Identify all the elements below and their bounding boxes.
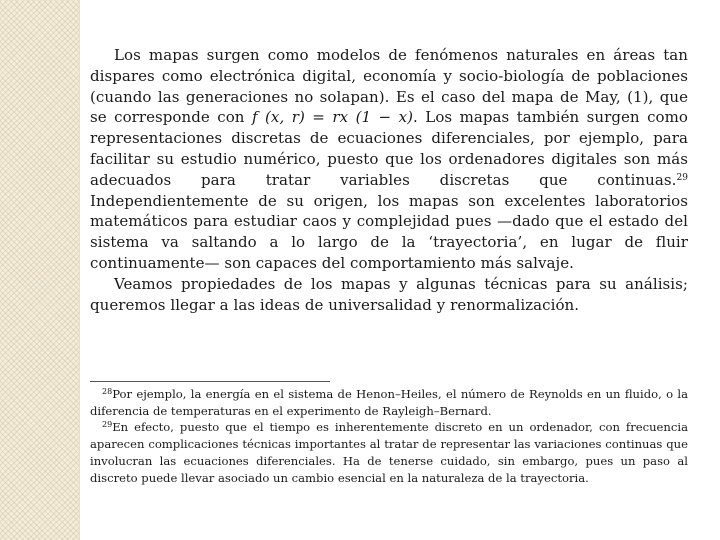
paragraph-1-text-after-formula: . Los mapas también surgen como representaciones discretas de ecuaciones diferenciales, por ejemplo, para facilitar su estudio numérico, puesto que los ordenadores digitales son más adecuados para tratar variables discretas que continuas. (90, 108, 688, 189)
side-divider (79, 0, 80, 540)
footnote-29-text: En efecto, puesto que el tiempo es inherentemente discreto en un ordenador, con frecuencia aparecen complicaciones técnicas importantes al tratar de representar las variaciones continuas que involucran las ecuaciones diferenciales. Ha de tenerse cuidado, sin embargo, pues un paso al discreto puede llevar asociado un cambio esencial en la naturaleza de la trayectoria. (90, 420, 688, 485)
document-body (90, 45, 688, 315)
paragraph-1-text-after-footnote: Independientemente de su origen, los mapas son excelentes laboratorios matemáticos para estudiar caos y complejidad pues —dado que el estado del sistema va saltando a lo largo de la ‘trayectoria’, en lugar de fluir continuamente— son capaces del comportamiento más salvaje. (90, 191, 688, 272)
paragraph-properties: Veamos propiedades de los mapas y algunas técnicas para su análisis; queremos llegar a las ideas de universalidad y renormalización. (90, 274, 688, 314)
footnote-28 (90, 386, 688, 419)
may-map-formula: f (x, r) = rx (1 − x) (251, 108, 414, 127)
footnote-28-number: 28 (102, 387, 113, 396)
footnote-ref-29: 29 (676, 172, 688, 183)
paragraph-maps-intro (90, 45, 688, 274)
footnotes-section (90, 381, 688, 486)
footnote-28-text: Por ejemplo, la energía en el sistema de Henon–Heiles, el número de Reynolds en un fluido, o la diferencia de temperaturas en el experimento de Rayleigh–Bernard. (90, 387, 688, 418)
footnote-29-number: 29 (102, 420, 113, 430)
footnote-29 (90, 419, 688, 486)
footnote-rule (90, 381, 330, 382)
decorative-side-pattern (0, 0, 79, 540)
paragraph-1-text-before-formula: Los mapas surgen como modelos de fenómenos naturales en áreas tan dispares como electrónica digital, economía y socio-biología de poblaciones (cuando las generaciones no solapan). Es el caso del mapa de May, (1), que se corresponde con (90, 46, 688, 127)
